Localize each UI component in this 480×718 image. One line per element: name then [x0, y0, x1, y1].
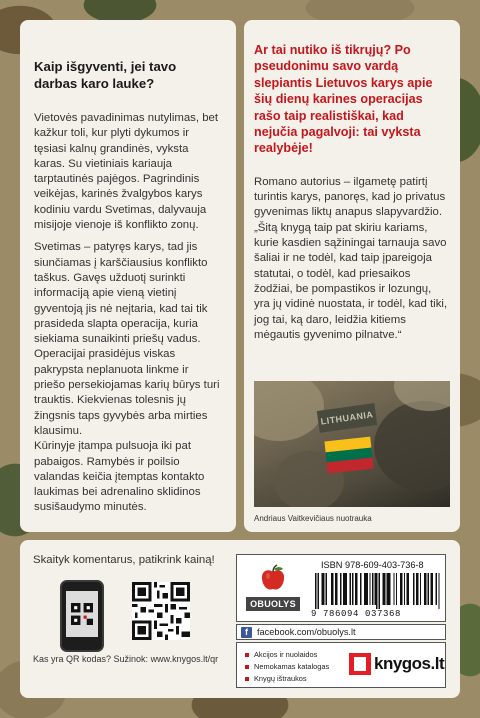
teaser-heading: Ar tai nutiko iš tikrųjų? Po pseudonimu savo vardą slepiantis Lietuvos karys apie šių dienų karines operacijas rašo taip realistiškai, kad nejučia pagalvoji: tai vyksta realybėje!	[254, 43, 433, 156]
isbn-number: ISBN 978-609-403-736-8	[321, 560, 424, 570]
qr-prefix: Kas yra QR kodas? Sužinok:	[33, 654, 151, 664]
facebook-url: facebook.com/obuolys.lt	[257, 627, 356, 637]
smartphone-icon	[60, 580, 104, 652]
bullet-text: Akcijos ir nuolaidos	[254, 650, 318, 659]
qr-code[interactable]	[132, 582, 190, 640]
mini-qr-icon	[71, 603, 93, 625]
qr-info-link[interactable]: www.knygos.lt/qr	[150, 654, 219, 664]
lithuania-patch: LITHUANIA	[317, 403, 377, 433]
list-item	[245, 649, 329, 661]
barcode	[315, 573, 441, 609]
isbn-box	[236, 554, 446, 622]
knygos-logo-text: knygos.lt	[374, 654, 445, 673]
store-benefits-list	[245, 649, 329, 685]
publisher-logo	[241, 561, 305, 617]
description-paragraph-1: Vietovės pavadinimas nutylimas, bet kažkur toli, kur plyti dykumos ir tęsiasi kalnų grandinės, vyksta karas. Su vietiniais kariauja tarptautinės pajėgos. Pagrindinis veikėjas, karinės žvalgybos karys kodiniu vardu Svetimas, dalyvauja misijoje vienoje iš konflikto zonų.	[34, 112, 219, 232]
photo-caption: Andriaus Vaitkevičiaus nuotrauka	[254, 514, 372, 524]
lithuanian-flag-patch	[324, 437, 373, 474]
description-panel	[20, 20, 236, 532]
qr-info-line	[33, 654, 218, 664]
comment-label: Skaityk komentarus, patikrink kainą!	[33, 554, 215, 566]
facebook-icon: f	[241, 627, 252, 638]
store-box	[236, 642, 446, 688]
bullet-text: Nemokamas katalogas	[254, 662, 330, 671]
description-text	[34, 111, 222, 516]
author-panel	[244, 20, 460, 532]
book-icon	[349, 653, 371, 675]
description-paragraph-3: Kūrinyje įtampa pulsuoja iki pat pabaigos. Ramybės ir poilsio valandas keičia įtemptas kontakto laukimas bei adrenalino sklidinos susišaudymo minutės.	[34, 440, 205, 514]
description-heading: Kaip išgyventi, jei tavo darbas karo lauke?	[34, 59, 177, 91]
bottom-panel	[20, 540, 460, 698]
author-paragraph: Romano autorius – ilgametę patirtį turintis karys, panoręs, kad jo privatus gyvenimas liktų anapus slapyvardžio. „Šitą knygą taip pat skiriu kariams, kurie kasdien sąžiningai tarnauja savo šaliai ir ne todėl, kad taip įpareigoja statutai, o todėl, kad priesaikos žodžiai, be pompastikos ir lozungų, yra jų vidinė nuostata, ir todėl, kad tiki, jog tai, ką daro, leidžia kitiems mėgautis gyvenimo pilnatve.“	[254, 175, 448, 341]
description-paragraph-2: Svetimas – patyręs karys, tad jis siunčiamas į karščiausius konflikto taškus. Gavęs užduotį surinkti informaciją apie vieną vietinį gyventoją jis nė neįtaria, kad tai tik prasideda slapta operacija, kuria siekiama sunaikinti priešų vadus. Operacijai prasidėjus viskas pakrypsta neplanuota linkme ir priešo persekiojamas karių būrys turi trauktis. Kiekvienas tolesnis jų žingsnis taps gyvybės arba mirties klausimu.	[34, 241, 220, 437]
soldier-photo	[254, 381, 450, 507]
bullet-text: Knygų ištraukos	[254, 674, 307, 683]
knygos-logo[interactable]	[349, 653, 444, 675]
list-item	[245, 661, 329, 673]
barcode-digits: 9 786094 037368	[311, 609, 402, 619]
publisher-name: OBUOLYS	[246, 597, 300, 611]
list-item	[245, 673, 329, 685]
apple-icon	[258, 563, 288, 593]
facebook-link[interactable]	[236, 624, 446, 640]
